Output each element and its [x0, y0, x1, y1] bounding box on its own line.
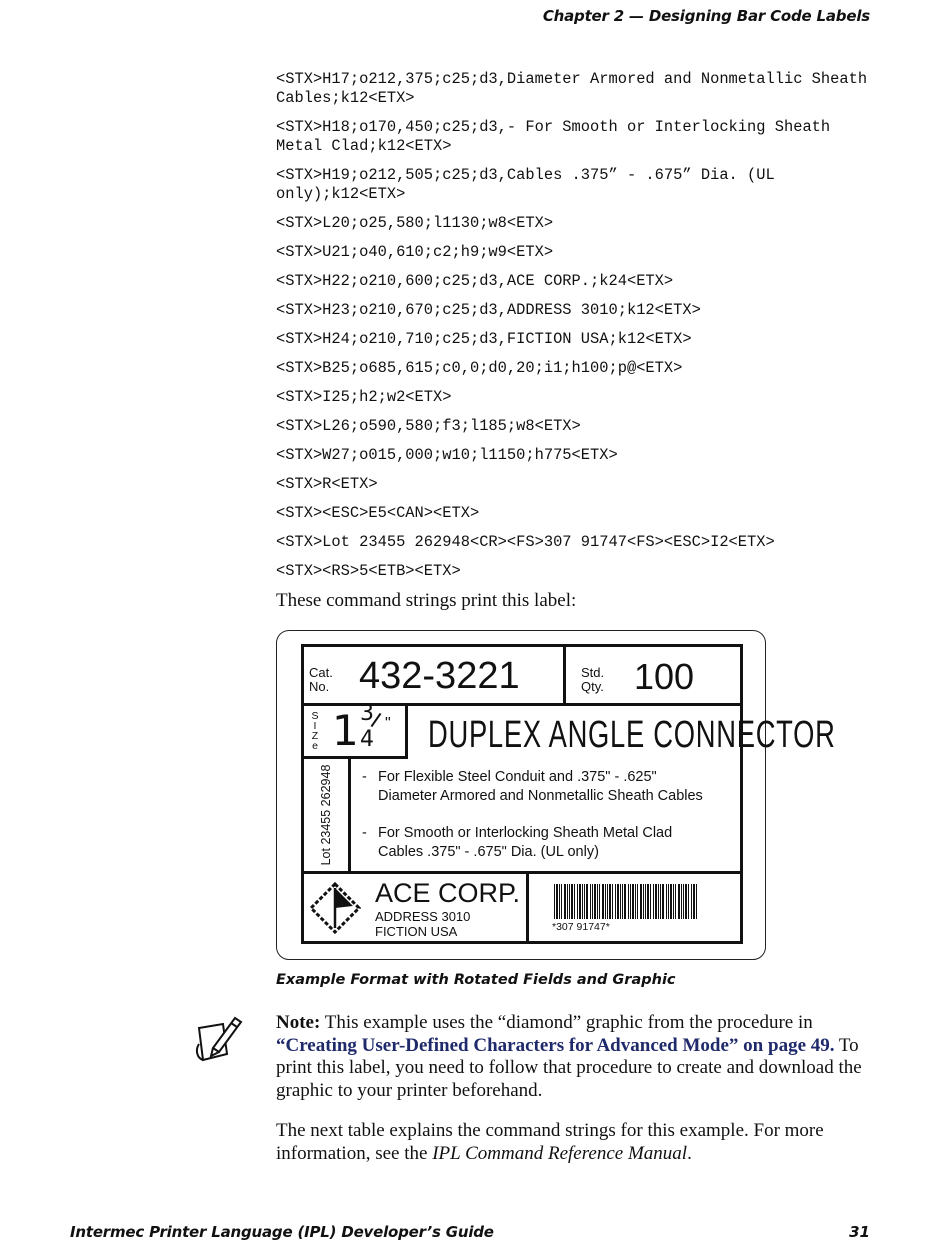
barcode-bar [628, 884, 629, 919]
code-line: <STX>R<ETX> [276, 475, 378, 493]
barcode-bar [567, 884, 568, 919]
barcode-bar [673, 884, 674, 919]
paragraph-text: The next table explains the command strings for this example. For more information, see the [276, 1120, 824, 1164]
size-unit: " [385, 715, 391, 732]
barcode-bar [688, 884, 689, 919]
code-block [276, 70, 876, 591]
barcode-bar [681, 884, 682, 919]
cat-no-label [309, 666, 333, 694]
barcode-bar [559, 884, 560, 919]
note-text: To print this label, you need to follow that procedure to create and download the graphic to your printer beforehand. [276, 1034, 862, 1101]
divider [563, 647, 566, 703]
description-line: For Smooth or Interlocking Sheath Metal Clad [378, 825, 673, 841]
description-1 [362, 768, 703, 806]
bullet-dash: - [362, 769, 367, 785]
barcode-bar [683, 884, 684, 919]
barcode-bar [685, 884, 687, 919]
barcode-bar [655, 884, 657, 919]
barcode-bar [658, 884, 659, 919]
std-qty-label [581, 666, 604, 694]
size-letter: Z [311, 730, 319, 742]
barcode-bar [678, 884, 680, 919]
barcode-bar [582, 884, 583, 919]
barcode-bar [592, 884, 593, 919]
barcode [554, 884, 699, 919]
barcode-bar [662, 884, 664, 919]
barcode-bar [622, 884, 623, 919]
code-line: <STX>U21;o40,610;c2;h9;w9<ETX> [276, 243, 554, 261]
cat-label-line: No. [309, 679, 330, 694]
barcode-bar [584, 884, 585, 919]
barcode-bar [574, 884, 575, 919]
barcode-bar [607, 884, 608, 919]
barcode-bar [602, 884, 604, 919]
code-line: <STX><ESC>E5<CAN><ETX> [276, 504, 480, 522]
barcode-bar [668, 884, 669, 919]
lot-number: Lot 23455 262948 [319, 764, 333, 866]
diamond-graphic-icon [309, 882, 361, 934]
code-line: <STX>H19;o212,505;c25;d3,Cables .375” - .675” Dia. (UL only);k12<ETX> [276, 166, 784, 203]
std-label-line: Qty. [581, 679, 604, 694]
barcode-bar [556, 884, 558, 919]
divider [526, 874, 529, 944]
body-paragraph [276, 1120, 876, 1165]
code-line: <STX>W27;o015,000;w10;l1150;h775<ETX> [276, 446, 618, 464]
barcode-bar [643, 884, 644, 919]
std-qty-value: 100 [634, 656, 695, 697]
barcode-bar [620, 884, 621, 919]
note-pencil-icon [193, 1014, 245, 1068]
barcode-bar [579, 884, 581, 919]
code-line: <STX><RS>5<ETB><ETX> [276, 562, 461, 580]
barcode-bar [599, 884, 600, 919]
size-box [304, 701, 408, 759]
code-line: <STX>B25;o685,615;c0,0;d0,20;i1;h100;p@<ETX> [276, 359, 683, 377]
footer-title: Intermec Printer Language (IPL) Developer’s Guide [70, 1223, 494, 1241]
code-line: <STX>Lot 23455 262948<CR><FS>307 91747<FS><ESC>I2<ETX> [276, 533, 775, 551]
company-name: ACE CORP. [375, 878, 521, 908]
barcode-bar [564, 884, 566, 919]
address-line: FICTION USA [375, 924, 458, 939]
barcode-bar [691, 884, 692, 919]
cat-label-line: Cat. [309, 665, 333, 680]
description-line: Diameter Armored and Nonmetallic Sheath Cables [378, 788, 703, 804]
company-address [375, 909, 470, 939]
barcode-text: *307 91747* [552, 921, 610, 933]
barcode-bar [666, 884, 667, 919]
barcode-bar [660, 884, 661, 919]
code-line: <STX>L20;o25,580;l1130;w8<ETX> [276, 214, 554, 232]
description-line: Cables .375" - .675" Dia. (UL only) [378, 844, 599, 860]
size-letters [310, 711, 320, 751]
description-line: For Flexible Steel Conduit and .375" - .625" [378, 769, 657, 785]
barcode-bar [594, 884, 596, 919]
barcode-bar [645, 884, 646, 919]
size-letter: S [311, 710, 319, 722]
barcode-bar [586, 884, 588, 919]
barcode-bar [609, 884, 611, 919]
size-numerator: 3 [360, 701, 374, 726]
note-paragraph [276, 1012, 876, 1102]
code-line: <STX>H18;o170,450;c25;d3,- For Smooth or Interlocking Sheath Metal Clad;k12<ETX> [276, 118, 840, 155]
barcode-bar [571, 884, 573, 919]
intro-text: These command strings print this label: [276, 590, 577, 611]
code-line: <STX>H17;o212,375;c25;d3,Diameter Armored and Nonmetallic Sheath Cables;k12<ETX> [276, 70, 877, 107]
barcode-bar [590, 884, 591, 919]
barcode-bar [612, 884, 613, 919]
description-2 [362, 824, 672, 862]
barcode-bar [605, 884, 606, 919]
page-number: 31 [849, 1223, 870, 1241]
barcode-bar [561, 884, 562, 919]
barcode-bar [569, 884, 570, 919]
barcode-bar [647, 884, 649, 919]
code-line: <STX>I25;h2;w2<ETX> [276, 388, 452, 406]
size-denominator: 4 [360, 727, 374, 752]
barcode-bar [696, 884, 697, 919]
barcode-bar [632, 884, 634, 919]
barcode-bar [670, 884, 672, 919]
barcode-bar [637, 884, 638, 919]
chapter-header: Chapter 2 — Designing Bar Code Labels [542, 7, 870, 25]
barcode-bar [615, 884, 616, 919]
size-letter: I [313, 720, 317, 732]
size-letter: e [312, 740, 318, 752]
barcode-bar [577, 884, 578, 919]
code-line: <STX>H22;o210,600;c25;d3,ACE CORP.;k24<ETX> [276, 272, 674, 290]
barcode-bar [653, 884, 654, 919]
lot-column [304, 759, 351, 871]
barcode-bar [675, 884, 676, 919]
code-line: <STX>L26;o590,580;f3;l185;w8<ETX> [276, 417, 581, 435]
note-text: This example uses the “diamond” graphic from the procedure in [320, 1012, 813, 1033]
barcode-bar [630, 884, 631, 919]
paragraph-text: . [687, 1142, 692, 1164]
size-whole: 1 [332, 706, 359, 755]
barcode-bar [554, 884, 555, 919]
barcode-bar [640, 884, 642, 919]
label-bottom-row [304, 871, 740, 944]
product-name: DUPLEX ANGLE CONNECTOR [428, 714, 836, 756]
address-line: ADDRESS 3010 [375, 909, 471, 924]
barcode-bar [617, 884, 619, 919]
note-lead: Note: [276, 1012, 321, 1033]
label-body [301, 644, 836, 944]
std-label-line: Std. [581, 665, 605, 680]
barcode-bar [624, 884, 626, 919]
figure-caption: Example Format with Rotated Fields and Graphic [276, 972, 676, 988]
barcode-bar [597, 884, 598, 919]
code-line: <STX>H24;o210,710;c25;d3,FICTION USA;k12<ETX> [276, 330, 692, 348]
cat-no-value: 432-3221 [359, 655, 520, 697]
barcode-bar [650, 884, 651, 919]
barcode-bar [635, 884, 636, 919]
bullet-dash: - [362, 825, 367, 841]
manual-reference: IPL Command Reference Manual [432, 1142, 688, 1164]
label-top-row [304, 647, 740, 706]
barcode-bar [693, 884, 695, 919]
code-line: <STX>H23;o210,670;c25;d3,ADDRESS 3010;k12<ETX> [276, 301, 701, 319]
label-figure [276, 630, 836, 960]
cross-reference-link[interactable]: “Creating User-Defined Characters for Advanced Mode” on page 49. [276, 1034, 835, 1056]
